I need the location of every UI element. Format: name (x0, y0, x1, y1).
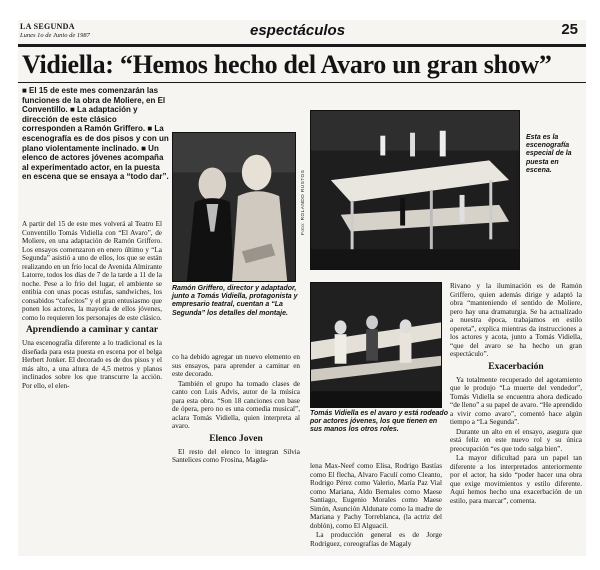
newspaper-name: LA SEGUNDA (20, 22, 75, 31)
paragraph: La mayor dificultad para un papel tan diferente a los interpretados anteriormente por el actor, ha sido “poder hacer una obra que exige movimientos y estilo diferente. Aquí hemos hecho una exacerbación de un estilo, para marcar”, comenta. (450, 454, 582, 505)
paragraph: La producción general es de Jorge Rodríguez, coreografías de Magaly (310, 531, 442, 548)
stage-caption: Esta es la escenografía especial de la puesta en escena. (526, 134, 572, 174)
article-column-1 (22, 220, 162, 391)
cast-photo (310, 282, 442, 408)
header-rule (18, 44, 586, 47)
issue-date: Lunes 1o de Junio de 1987 (20, 32, 90, 39)
headline: Vidiella: “Hemos hecho del Avaro un gran show” (22, 50, 552, 79)
portrait-caption: Ramón Griffero, director y adaptador, junto a Tomás Vidiella, protagonista y empresario teatral, cuentan a “La Segunda” los detalles del montaje. (172, 285, 298, 317)
headline-rule (18, 82, 586, 83)
subheading-exacerbacion: Exacerbación (488, 361, 544, 372)
paragraph: Rivano y la iluminación es de Ramón Griffero, quien además dirige y adaptó la obra “manteniendo el sentido de Moliere, pero hay una dramaturgia. Se ha actualizado a nuestra época, trabajamos en estilo opereta”, explica mientras da instrucciones a los actores y acota, junto a Tomás Vidiella, “que del avaro se ha hecho un gran espectáculo”. (450, 282, 582, 358)
page-number: 25 (561, 21, 578, 38)
portrait-photo (172, 132, 296, 282)
paragraph: También el grupo ha tomado clases de canto con Luis Advis, autor de la música para esta obra. “Son 18 canciones con base de ópera, pero no es una comedia musical”, aclara Tomás Vidiella, quien interpreta al avaro. (172, 379, 300, 430)
portrait-photo-image (173, 133, 295, 281)
paragraph: El resto del elenco lo integran Silvia Santelices como Frosina, Magda- (172, 447, 300, 464)
paragraph: Durante un alto en el ensayo, asegura que está feliz en este nuevo rol y su única preocupación “es que todo salga bien”. (450, 427, 582, 453)
paragraph: co ha debido agregar un nuevo elemento en sus ensayos, para aprender a caminar en este decorado. (172, 353, 300, 378)
article-column-4 (450, 282, 582, 506)
stage-photo (310, 110, 520, 270)
cast-photo-image (311, 283, 441, 407)
subheading-elenco: Elenco Joven (209, 433, 263, 444)
paragraph: Una escenografía diferente a lo tradicional es la diseñada para esta puesta en escena por el belga Herbert Jonker. El decorado es de dos pisos y el más alto, a una altura de 4,5 metros y planos inclinados sobre los que transcurre la acción. Por ello, el elen- (22, 339, 162, 390)
section-title: espectáculos (250, 22, 346, 39)
article-column-3 (310, 462, 442, 549)
cast-caption: Tomás Vidiella es el avaro y está rodeado por actores jóvenes, los que tienen en sus manos los otros roles. (310, 410, 448, 434)
stage-photo-image (311, 111, 519, 269)
paragraph: A partir del 15 de este mes volverá al Teatro El Conventillo Tomás Vidiella con “El Avaro”, de Moliere, en una adaptación de Ramón Griffero. Los ensayos comenzaron en enero último y “La Segunda” asistió a uno de ellos, los que se están realizando en un frío local de Avenida Almirante Latorre, todos los días de 7 de la tarde a 11 de la noche. Pese a lo frío del lugar, el ambiente se entibia con unas pocas estufas, sandwiches, los consabidos “cafecitos” y el gran entusiasmo que ponen los actores, la mayoría de ellos jóvenes, como lo requieren los personajes de este clásico. (22, 220, 162, 322)
subheading-aprendiendo: Aprendiendo a caminar y cantar (25, 325, 159, 335)
lead-summary: ■ El 15 de este mes comenzarán las funciones de la obra de Moliere, en El Conventillo. ■ La adaptación y dirección de este clásico corresponden a Ramón Griffero. ■ La escenografía es de dos pisos y con un plano violentamente inclinado. ■ Un elenco de actores jóvenes acompaña al experimentado actor, en la puesta en escena que se ensaya a “todo dar”. (22, 86, 169, 182)
masthead (20, 22, 90, 40)
newspaper-page (18, 20, 586, 556)
photo-credit: Foto: ROLANDO RUSTOS (301, 169, 306, 235)
paragraph: Ya totalmente recuperado del agotamiento que le produjo “La muerte del vendedor”, Tomás Vidiella se encuentra ahora dedicado “de lleno” a su papel de avaro. “He aprendido a vivir como avaro”, comentó hace algún tiempo a “La Segunda”. (450, 375, 582, 426)
paragraph: lena Max-Neef como Elisa, Rodrigo Bastías como El flecha, Alvaro Faculí como Cleanto, Rodrigo Pérez como Valerio, María Paz Vial como Mariana, Aldo Bernales como Maese Santiago, Eugenio Morales como Maese Simón, Asunción Aldunate como la madre de Mariana y Pachy Torreblanca, (la actriz del doblón), como El Alguacil. (310, 462, 442, 530)
article-column-2 (172, 353, 300, 466)
